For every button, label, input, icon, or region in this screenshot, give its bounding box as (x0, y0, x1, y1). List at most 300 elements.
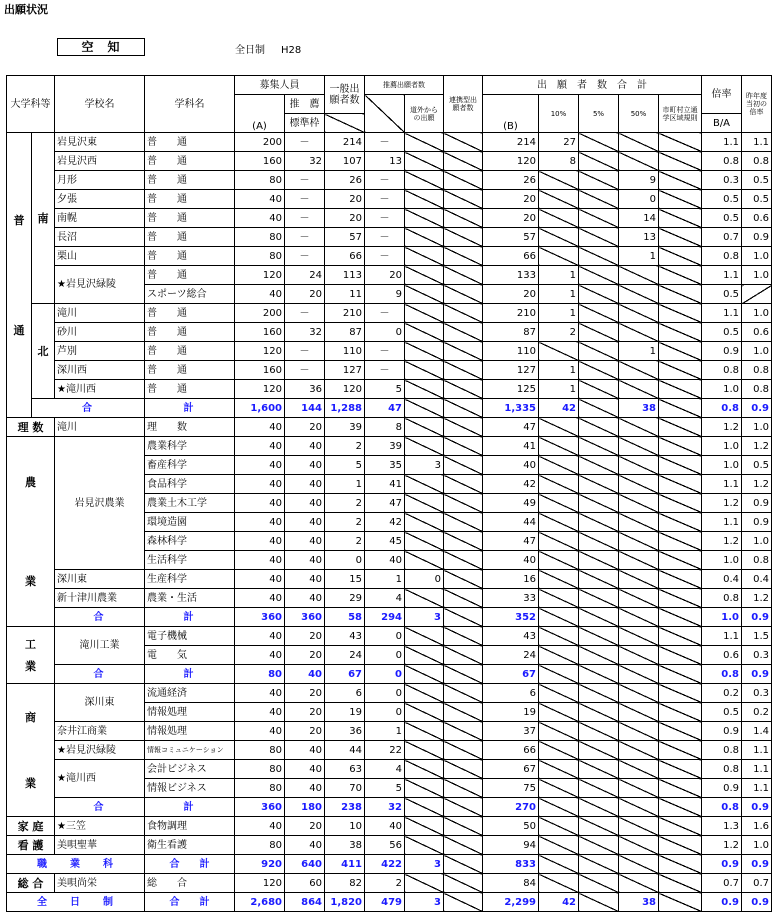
capacity: 40 (235, 513, 285, 532)
total: 87 (483, 323, 539, 342)
p50-blank (619, 418, 659, 437)
capacity: 80 (235, 665, 285, 684)
total: 50 (483, 817, 539, 836)
course-name: 普 通 (145, 304, 235, 323)
course-name: 普 通 (145, 133, 235, 152)
municipal-blank (659, 266, 702, 285)
p50-blank (619, 475, 659, 494)
table-row (7, 741, 772, 760)
linked-blank (444, 703, 483, 722)
p50-blank (619, 285, 659, 304)
general: 38 (325, 836, 365, 855)
group-kogyo: 工 業 (7, 627, 55, 684)
recommend: 0 (365, 646, 405, 665)
general: 44 (325, 741, 365, 760)
total: 110 (483, 342, 539, 361)
recommend-quota: － (285, 228, 325, 247)
course-name: 普 通 (145, 209, 235, 228)
table-row (7, 627, 772, 646)
p50-blank (619, 741, 659, 760)
last-year: 1.2 (742, 589, 772, 608)
p50-blank (619, 361, 659, 380)
general: 1,820 (325, 893, 365, 912)
total: 26 (483, 171, 539, 190)
total: 84 (483, 874, 539, 893)
school-name: 深川東 (55, 684, 145, 722)
p5-blank (579, 171, 619, 190)
linked-blank (444, 380, 483, 399)
group-south: 南 (32, 133, 55, 304)
last-year-blank (742, 285, 772, 304)
p5-blank (579, 418, 619, 437)
outside-blank (405, 247, 444, 266)
header-school: 学校名 (55, 76, 145, 133)
recommend: 56 (365, 836, 405, 855)
last-year: 0.8 (742, 361, 772, 380)
general: 2 (325, 513, 365, 532)
p50-blank (619, 380, 659, 399)
municipal-blank (659, 589, 702, 608)
group-risu: 理 数 (7, 418, 55, 437)
recommend: 41 (365, 475, 405, 494)
linked-blank (444, 418, 483, 437)
capacity: 360 (235, 798, 285, 817)
ratio: 0.5 (702, 703, 742, 722)
linked-blank (444, 152, 483, 171)
recommend-quota: 20 (285, 703, 325, 722)
p50-blank (619, 437, 659, 456)
outside-blank (405, 589, 444, 608)
recommend-quota: 20 (285, 627, 325, 646)
capacity: 80 (235, 779, 285, 798)
capacity: 80 (235, 171, 285, 190)
header-general (325, 76, 365, 114)
linked-blank (444, 171, 483, 190)
course-name: 畜産科学 (145, 456, 235, 475)
p10-blank (539, 437, 579, 456)
ratio: 1.1 (702, 513, 742, 532)
general: 107 (325, 152, 365, 171)
p50: 13 (619, 228, 659, 247)
general: 214 (325, 133, 365, 152)
outside-blank (405, 418, 444, 437)
total: 20 (483, 209, 539, 228)
outside-blank (405, 475, 444, 494)
table-row (7, 722, 772, 741)
table-row (7, 266, 772, 285)
general: 82 (325, 874, 365, 893)
course-name: 理 数 (145, 418, 235, 437)
subtotal-label-1: 合 (55, 608, 145, 627)
recommend-quota: － (285, 190, 325, 209)
general: 210 (325, 304, 365, 323)
municipal-blank (659, 608, 702, 627)
p50-blank (619, 133, 659, 152)
p10-blank (539, 589, 579, 608)
ratio: 1.3 (702, 817, 742, 836)
table-row (7, 437, 772, 456)
linked-blank (444, 722, 483, 741)
total: 352 (483, 608, 539, 627)
linked-blank (444, 760, 483, 779)
recommend: 294 (365, 608, 405, 627)
recommend: 5 (365, 380, 405, 399)
zennichi-label: 全 日 制 (7, 893, 145, 912)
p10: 1 (539, 266, 579, 285)
course-name: 農業・生活 (145, 589, 235, 608)
linked-blank (444, 741, 483, 760)
last-year: 1.0 (742, 266, 772, 285)
p5-blank (579, 589, 619, 608)
p10: 1 (539, 304, 579, 323)
p50-blank (619, 589, 659, 608)
p10-blank (539, 418, 579, 437)
header-capacity: 募集人員 (235, 76, 325, 95)
p50-blank (619, 551, 659, 570)
last-year: 0.4 (742, 570, 772, 589)
school-name: 岩見沢西 (55, 152, 145, 171)
total: 120 (483, 152, 539, 171)
subtotal-label-2: 計 (145, 608, 235, 627)
header-ratio: 倍率 (702, 76, 742, 114)
total: 41 (483, 437, 539, 456)
p5-blank (579, 627, 619, 646)
ratio: 0.8 (702, 361, 742, 380)
last-year: 0.9 (742, 608, 772, 627)
municipal-blank (659, 209, 702, 228)
header-p5: 5% (579, 95, 619, 133)
p50: 1 (619, 342, 659, 361)
year-label: H28 (281, 45, 302, 56)
outside-blank (405, 532, 444, 551)
table-row (7, 152, 772, 171)
total: 66 (483, 741, 539, 760)
p10-blank (539, 817, 579, 836)
subtotal-label-1: 合 (55, 665, 145, 684)
recommend-quota: 40 (285, 532, 325, 551)
capacity: 920 (235, 855, 285, 874)
total: 67 (483, 665, 539, 684)
school-name: 新十津川農業 (55, 589, 145, 608)
total: 57 (483, 228, 539, 247)
recommend: － (365, 361, 405, 380)
p5-blank (579, 266, 619, 285)
ratio: 0.6 (702, 646, 742, 665)
outside-blank (405, 513, 444, 532)
last-year: 0.2 (742, 703, 772, 722)
table-row (7, 171, 772, 190)
municipal-blank (659, 247, 702, 266)
municipal-blank (659, 570, 702, 589)
p10: 1 (539, 285, 579, 304)
recommend: 1 (365, 570, 405, 589)
ratio: 0.5 (702, 190, 742, 209)
table-row (7, 323, 772, 342)
recommend-quota: － (285, 342, 325, 361)
recommend: － (365, 304, 405, 323)
outside-blank (405, 133, 444, 152)
header-p10: 10% (539, 95, 579, 133)
recommend-quota: 40 (285, 456, 325, 475)
capacity: 80 (235, 760, 285, 779)
total: 40 (483, 551, 539, 570)
ratio: 1.0 (702, 380, 742, 399)
general: 1,288 (325, 399, 365, 418)
general: 120 (325, 380, 365, 399)
linked-blank (444, 133, 483, 152)
outside-blank (405, 703, 444, 722)
recommend-quota: 360 (285, 608, 325, 627)
general: 2 (325, 437, 365, 456)
recommend-quota: － (285, 247, 325, 266)
capacity: 40 (235, 437, 285, 456)
recommend-quota: 20 (285, 285, 325, 304)
municipal-blank (659, 513, 702, 532)
recommend: 40 (365, 817, 405, 836)
p10: 8 (539, 152, 579, 171)
p50-blank (619, 722, 659, 741)
recommend-quota: 40 (285, 513, 325, 532)
outside-blank (405, 361, 444, 380)
capacity: 40 (235, 190, 285, 209)
p50: 38 (619, 399, 659, 418)
last-year: 1.1 (742, 133, 772, 152)
p10-blank (539, 171, 579, 190)
recommend: 22 (365, 741, 405, 760)
outside-blank (405, 684, 444, 703)
recommend: 479 (365, 893, 405, 912)
ratio: 1.1 (702, 475, 742, 494)
municipal-blank (659, 855, 702, 874)
capacity: 120 (235, 266, 285, 285)
general: 58 (325, 608, 365, 627)
p50-blank (619, 627, 659, 646)
p10: 1 (539, 380, 579, 399)
recommend: 42 (365, 513, 405, 532)
recommend: 39 (365, 437, 405, 456)
recommend: 5 (365, 779, 405, 798)
recommend: 9 (365, 285, 405, 304)
general: 87 (325, 323, 365, 342)
recommend-quota: － (285, 133, 325, 152)
total: 42 (483, 475, 539, 494)
total: 16 (483, 570, 539, 589)
p5-blank (579, 703, 619, 722)
header-general-2: 願者数 (329, 94, 360, 106)
table-row (7, 836, 772, 855)
recommend: － (365, 228, 405, 247)
outside-blank (405, 171, 444, 190)
municipal-blank (659, 323, 702, 342)
table-row (7, 760, 772, 779)
p10-blank (539, 608, 579, 627)
ratio: 1.1 (702, 627, 742, 646)
capacity: 2,680 (235, 893, 285, 912)
ratio: 0.9 (702, 779, 742, 798)
municipal-blank (659, 361, 702, 380)
general: 238 (325, 798, 365, 817)
p10-blank (539, 646, 579, 665)
p50-blank (619, 304, 659, 323)
course-name: 普 通 (145, 266, 235, 285)
recommend-quota: 40 (285, 779, 325, 798)
p5-blank (579, 190, 619, 209)
school-name: 深川西 (55, 361, 145, 380)
p10-blank (539, 798, 579, 817)
last-year: 1.1 (742, 779, 772, 798)
course-name: 会計ビジネス (145, 760, 235, 779)
linked-blank (444, 209, 483, 228)
recommend-quota: 20 (285, 684, 325, 703)
school-name: 南幌 (55, 209, 145, 228)
table-row (7, 304, 772, 323)
linked-blank (444, 532, 483, 551)
outside-blank (405, 323, 444, 342)
linked-blank (444, 665, 483, 684)
ratio: 0.2 (702, 684, 742, 703)
total: 214 (483, 133, 539, 152)
group-katei: 家 庭 (7, 817, 55, 836)
course-name: 普 通 (145, 342, 235, 361)
municipal-blank (659, 494, 702, 513)
last-year: 0.5 (742, 456, 772, 475)
ratio: 1.1 (702, 133, 742, 152)
total: 43 (483, 627, 539, 646)
total: 6 (483, 684, 539, 703)
municipal-blank (659, 817, 702, 836)
general: 110 (325, 342, 365, 361)
ratio: 0.9 (702, 342, 742, 361)
school-name: ★岩見沢緑陵 (55, 266, 145, 304)
ratio: 1.2 (702, 532, 742, 551)
recommend: 47 (365, 399, 405, 418)
school-name: 岩見沢東 (55, 133, 145, 152)
general: 11 (325, 285, 365, 304)
recommend-quota: 40 (285, 665, 325, 684)
table-row (7, 247, 772, 266)
linked-blank (444, 551, 483, 570)
p50-blank (619, 513, 659, 532)
p10-blank (539, 475, 579, 494)
recommend-quota: 40 (285, 570, 325, 589)
p10-blank (539, 342, 579, 361)
p50-blank (619, 779, 659, 798)
recommend-quota: 144 (285, 399, 325, 418)
p5-blank (579, 817, 619, 836)
subtotal-row-kogyo (7, 665, 772, 684)
p10-blank (539, 494, 579, 513)
capacity: 40 (235, 551, 285, 570)
recommend: 35 (365, 456, 405, 475)
header-recommend-quota-1: 推 薦 (285, 95, 325, 114)
course-name: 総 合 (145, 874, 235, 893)
capacity: 200 (235, 133, 285, 152)
header-linked: 連携型出願者数 (444, 76, 483, 133)
p50-blank (619, 570, 659, 589)
general: 5 (325, 456, 365, 475)
general: 39 (325, 418, 365, 437)
school-name: 深川東 (55, 570, 145, 589)
recommend-quota: 20 (285, 722, 325, 741)
general: 66 (325, 247, 365, 266)
municipal-blank (659, 418, 702, 437)
outside: 3 (405, 608, 444, 627)
last-year: 0.7 (742, 874, 772, 893)
table-row (7, 228, 772, 247)
municipal-blank (659, 627, 702, 646)
municipal-blank (659, 133, 702, 152)
last-year: 0.3 (742, 684, 772, 703)
course-name: 普 通 (145, 323, 235, 342)
recommend: 40 (365, 551, 405, 570)
ratio: 1.2 (702, 494, 742, 513)
outside: 3 (405, 456, 444, 475)
p5-blank (579, 570, 619, 589)
recommend-quota: 60 (285, 874, 325, 893)
last-year: 1.2 (742, 437, 772, 456)
general: 24 (325, 646, 365, 665)
outside: 3 (405, 893, 444, 912)
course-name: 食物調理 (145, 817, 235, 836)
ratio: 0.5 (702, 209, 742, 228)
p50-blank (619, 646, 659, 665)
p50: 1 (619, 247, 659, 266)
last-year: 0.5 (742, 190, 772, 209)
outside-blank (405, 627, 444, 646)
total: 125 (483, 380, 539, 399)
capacity: 120 (235, 874, 285, 893)
recommend: － (365, 171, 405, 190)
capacity: 40 (235, 627, 285, 646)
municipal-blank (659, 798, 702, 817)
capacity: 40 (235, 646, 285, 665)
ratio: 1.1 (702, 266, 742, 285)
course-name: 森林科学 (145, 532, 235, 551)
recommend-quota: 40 (285, 836, 325, 855)
p10-blank (539, 836, 579, 855)
linked-blank (444, 798, 483, 817)
school-name: 長沼 (55, 228, 145, 247)
recommend: 4 (365, 589, 405, 608)
general: 70 (325, 779, 365, 798)
region-label: 空 知 (57, 38, 145, 56)
p50: 9 (619, 171, 659, 190)
general: 63 (325, 760, 365, 779)
outside-blank (405, 342, 444, 361)
linked-blank (444, 779, 483, 798)
linked-blank (444, 817, 483, 836)
group-futsu: 普 通 (7, 133, 32, 418)
capacity: 160 (235, 361, 285, 380)
group-shogyo: 商 業 (7, 684, 55, 817)
group-kango: 看 護 (7, 836, 55, 855)
table-row (7, 570, 772, 589)
ratio: 1.2 (702, 418, 742, 437)
course-name: スポーツ総合 (145, 285, 235, 304)
p5-blank (579, 380, 619, 399)
p50-blank (619, 855, 659, 874)
total: 40 (483, 456, 539, 475)
outside: 3 (405, 855, 444, 874)
linked-blank (444, 475, 483, 494)
recommend: 0 (365, 323, 405, 342)
general: 15 (325, 570, 365, 589)
header-outside: 道外からの出願 (405, 95, 444, 133)
municipal-blank (659, 456, 702, 475)
general: 10 (325, 817, 365, 836)
outside-blank (405, 722, 444, 741)
outside-blank (405, 399, 444, 418)
